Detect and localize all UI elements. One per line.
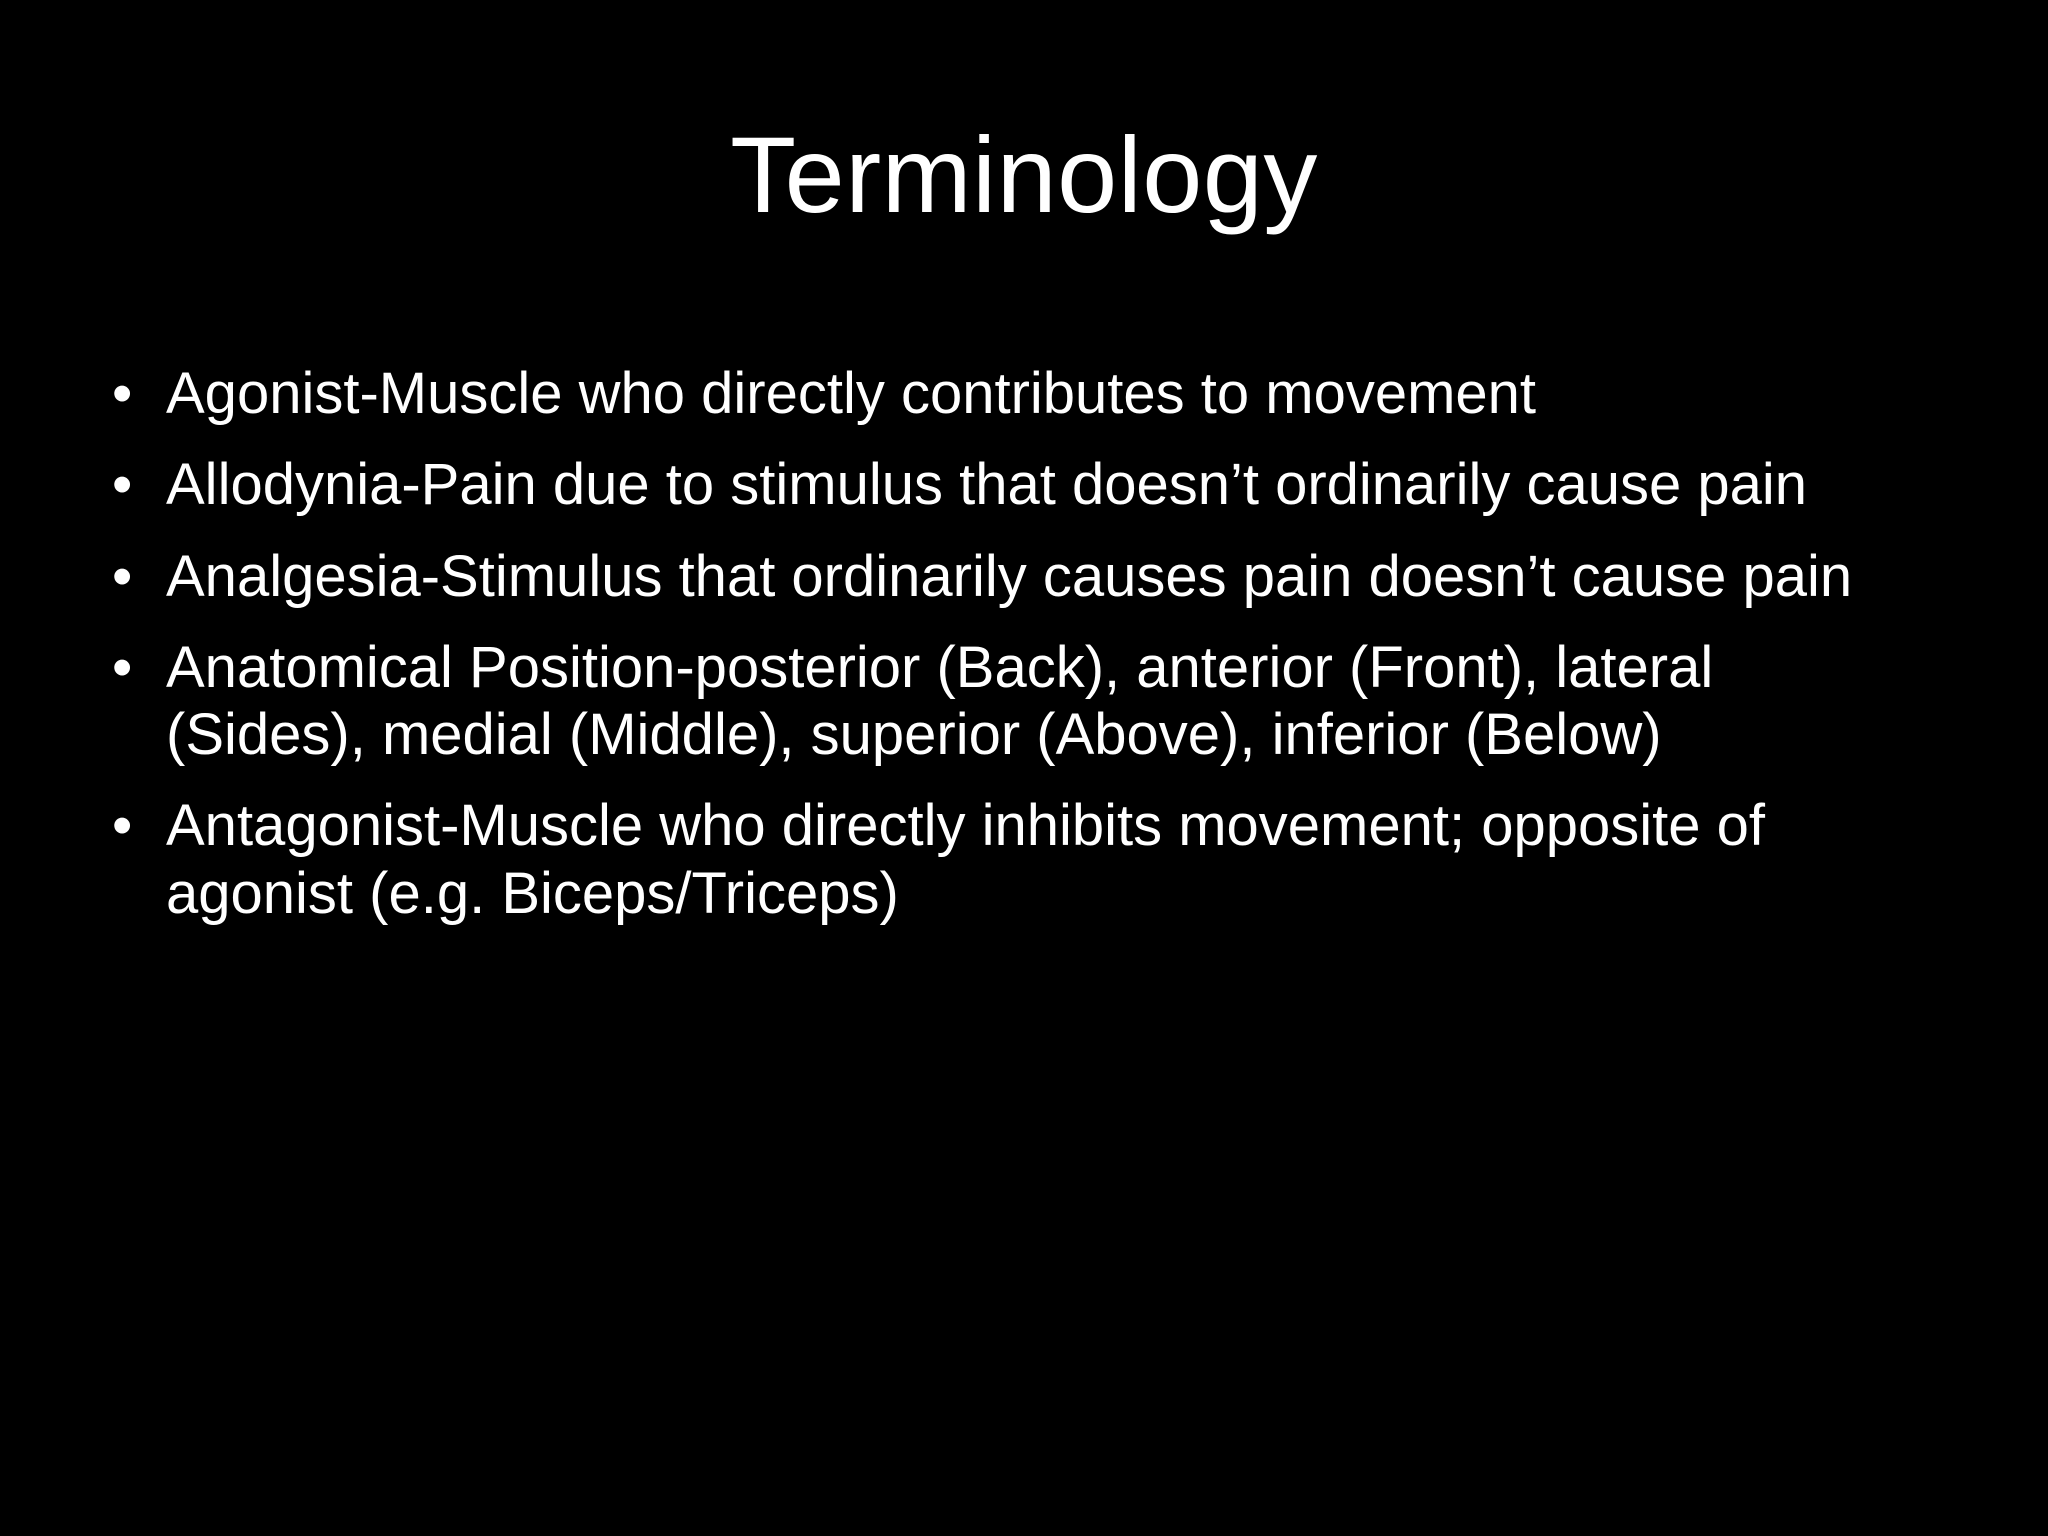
bullet-dot-icon: • bbox=[112, 543, 133, 609]
bullet-dot-icon: • bbox=[112, 634, 133, 700]
list-item bbox=[104, 360, 1964, 427]
page-title: Terminology bbox=[730, 114, 1318, 235]
bullet-dot-icon: • bbox=[112, 452, 133, 518]
list-item bbox=[104, 451, 1964, 518]
list-item-label: Agonist-Muscle who directly contributes to movement bbox=[166, 361, 1537, 426]
list-item-label: Antagonist-Muscle who directly inhibits movement; opposite of agonist (e.g. Biceps/Triceps) bbox=[166, 793, 1765, 926]
bullet-dot-icon: • bbox=[112, 793, 133, 859]
list-item bbox=[104, 543, 1964, 610]
bullet-list bbox=[104, 360, 1964, 951]
list-item-label: Anatomical Position-posterior (Back), anterior (Front), lateral (Sides), medial (Middle), superior (Above), inferior (Below) bbox=[166, 634, 1714, 768]
list-item bbox=[104, 792, 1964, 927]
list-item-label: Allodynia-Pain due to stimulus that doesn’t ordinarily cause pain bbox=[166, 452, 1808, 518]
list-item bbox=[104, 634, 1964, 769]
list-item-label: Analgesia-Stimulus that ordinarily causes pain doesn’t cause pain bbox=[166, 543, 1853, 609]
bullet-dot-icon: • bbox=[112, 361, 133, 426]
